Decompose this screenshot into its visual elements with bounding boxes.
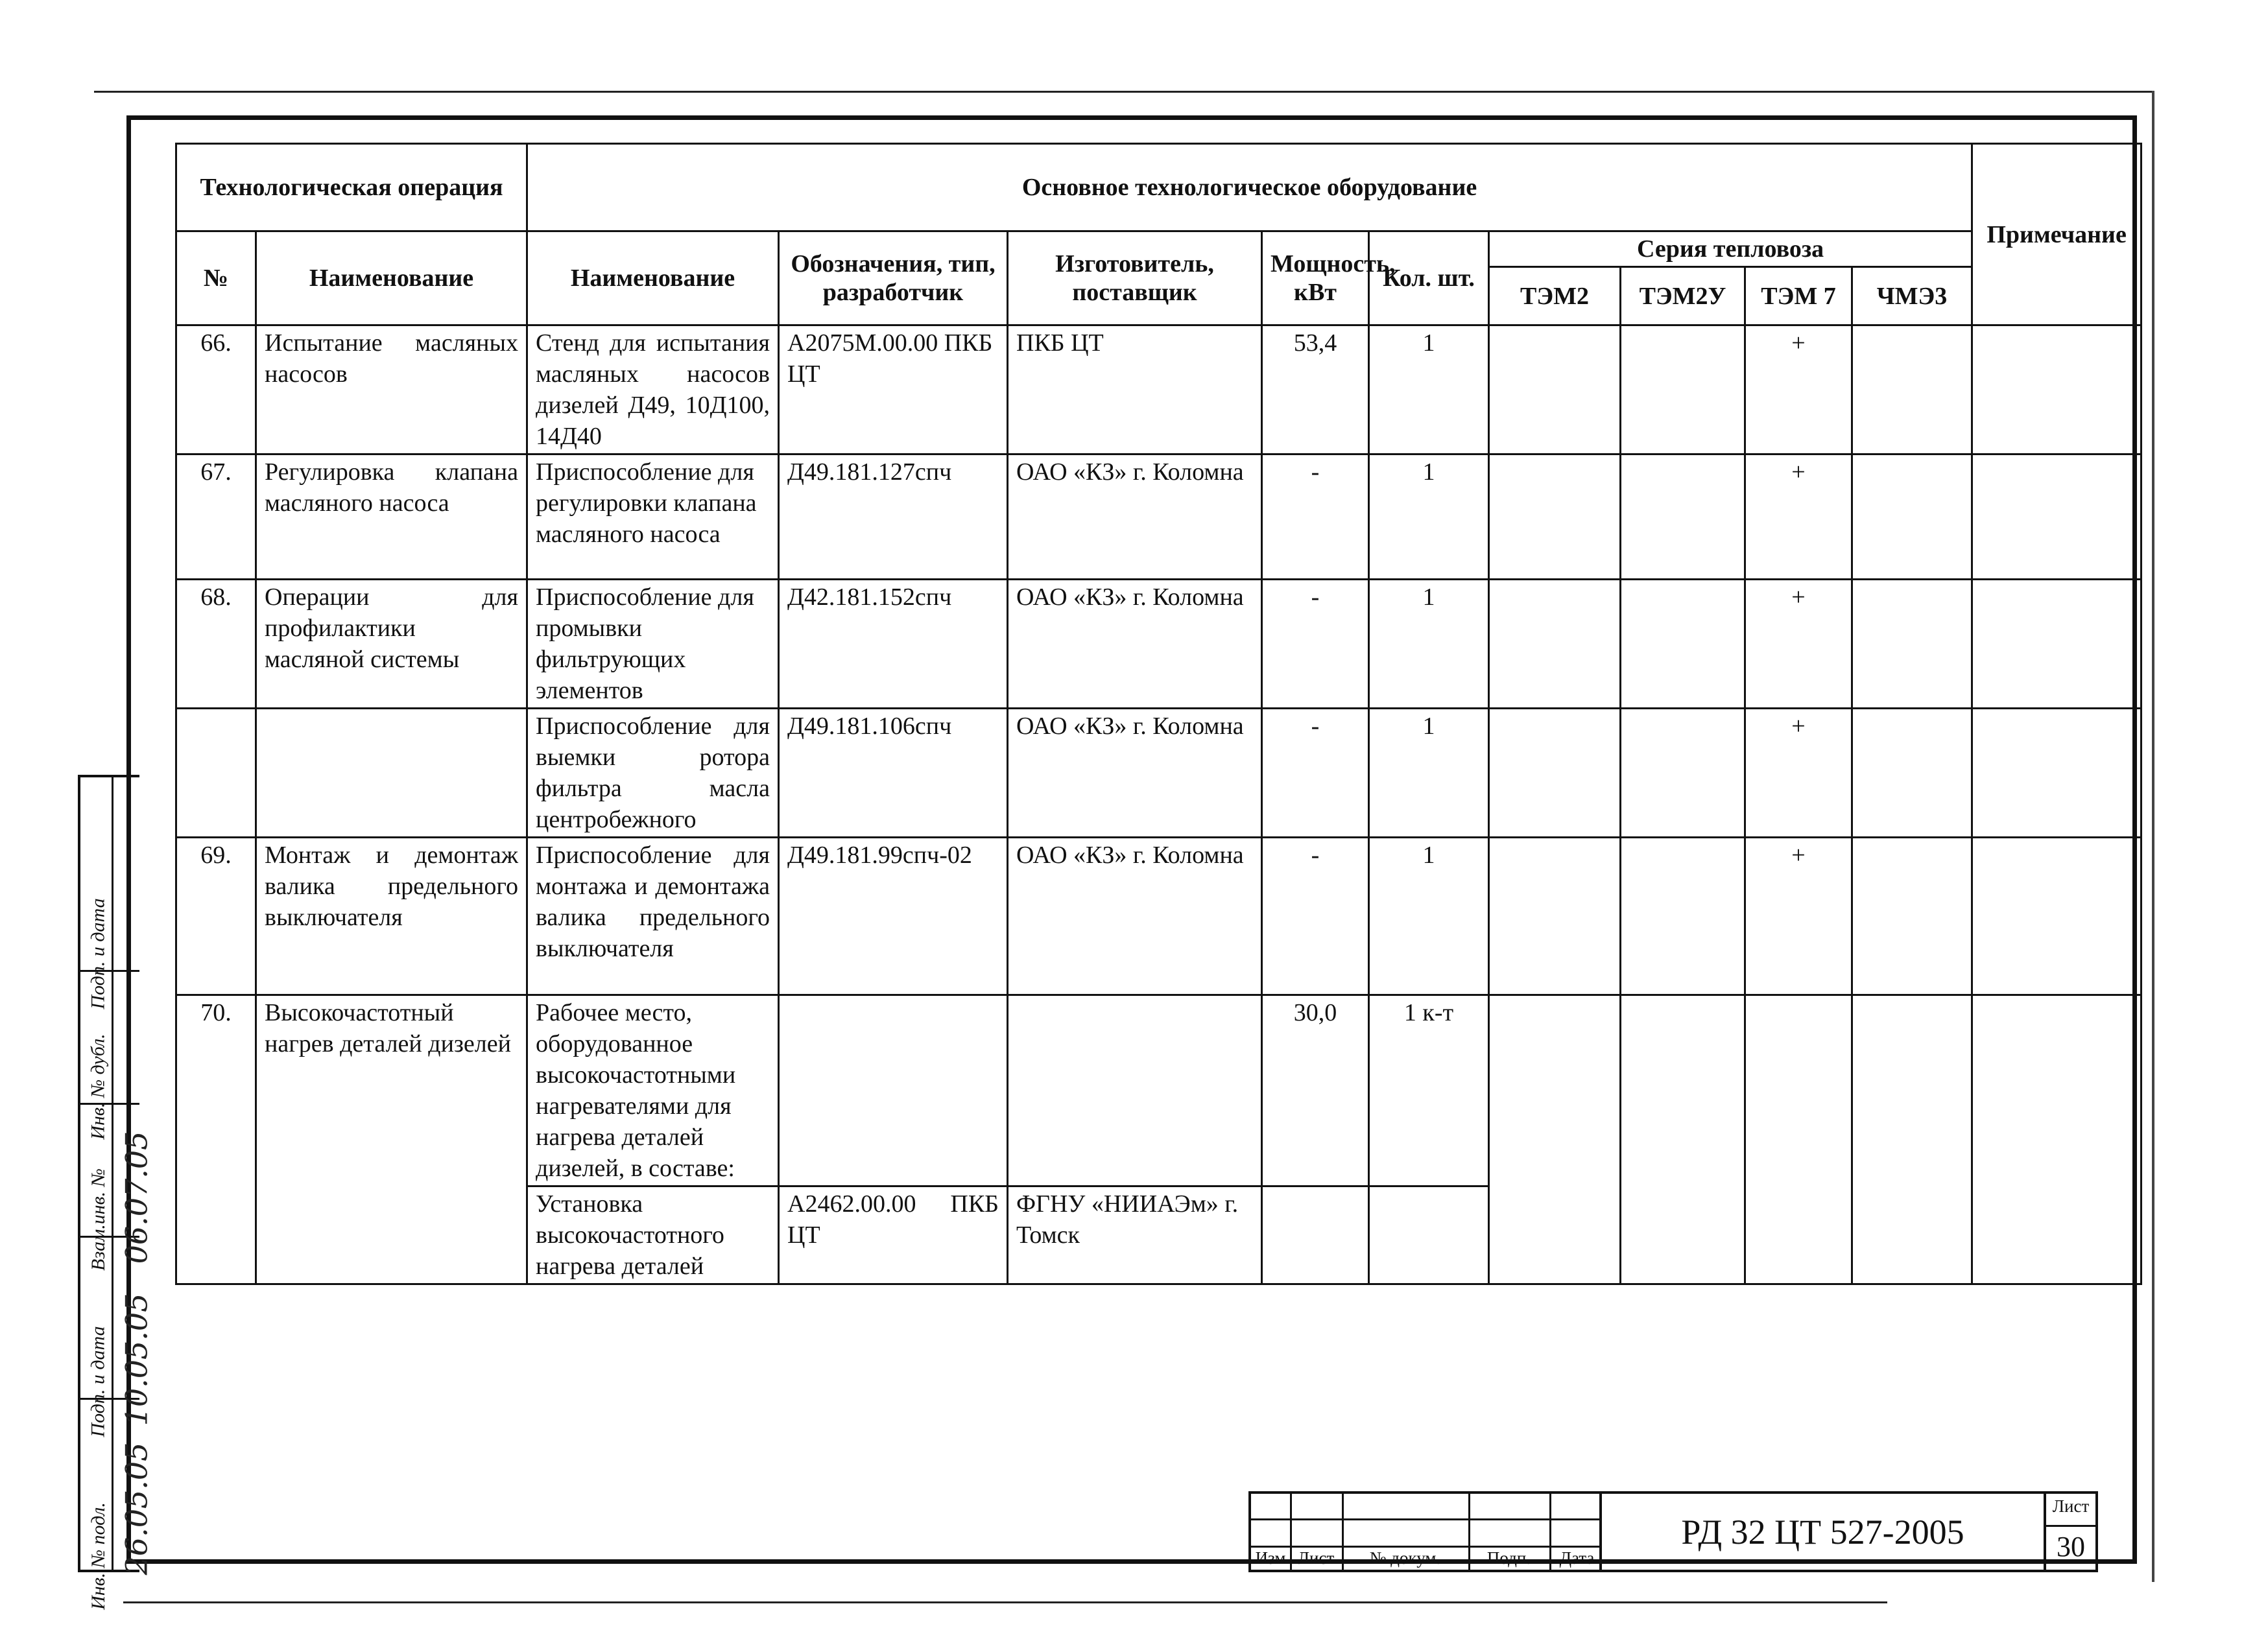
row-power: - <box>1262 838 1369 995</box>
frame-right-edge <box>2152 91 2154 1582</box>
row-chme3 <box>1852 454 1972 580</box>
series-tem7: ТЭМ 7 <box>1745 267 1852 325</box>
row-num: 68. <box>176 580 256 709</box>
side-label: Инв. № дубл. <box>88 1033 109 1140</box>
row-note <box>1972 454 2142 580</box>
note-header: Примечание <box>1972 144 2142 325</box>
row-tem2 <box>1489 454 1621 580</box>
revision-grid <box>1248 1491 1602 1572</box>
row-tem2u <box>1621 454 1745 580</box>
table-row <box>176 454 2142 580</box>
row-maker: ОАО «КЗ» г. Коломна <box>1008 709 1262 838</box>
row-tem7: + <box>1745 709 1852 838</box>
handwritten-date: 26.05.05 <box>119 1442 154 1575</box>
row-designation: Д42.181.152спч <box>779 580 1008 709</box>
table-row <box>176 709 2142 838</box>
title-block <box>1248 1491 2147 1572</box>
maker-header: Изготовитель, поставщик <box>1008 231 1262 325</box>
row-tem2u <box>1621 838 1745 995</box>
handwritten-date: 06.07.05 <box>119 1131 154 1264</box>
row-tem2u <box>1621 580 1745 709</box>
eq-name-header: Наименование <box>527 231 779 325</box>
table-row <box>176 995 2142 1186</box>
row-tem7 <box>1745 995 1852 1284</box>
side-label: Подп. и дата <box>88 1326 109 1437</box>
side-cell <box>80 972 139 1140</box>
row-qty: 1 <box>1369 580 1489 709</box>
row-designation: Д49.181.127спч <box>779 454 1008 580</box>
table-row <box>176 325 2142 454</box>
row-qty: 1 <box>1369 709 1489 838</box>
row-equipment: Стенд для испытания масляных насосов дизелей Д49, 10Д100, 14Д40 <box>527 325 779 454</box>
row-designation: А2075М.00.00 ПКБ ЦТ <box>779 325 1008 454</box>
power-header: Мощность, кВт <box>1262 231 1369 325</box>
sheet-number: 30 <box>2057 1531 2085 1563</box>
row-qty: 1 <box>1369 325 1489 454</box>
side-label: Взам.инв. № <box>88 1168 109 1271</box>
row-maker: ОАО «КЗ» г. Коломна <box>1008 580 1262 709</box>
rev-label-doc: № докум. <box>1369 1548 1441 1568</box>
row-equipment: Установка высокочастотного нагрева деталей <box>527 1186 779 1284</box>
row-equipment: Приспособление для выемки ротора фильтра масла центробежного <box>527 709 779 838</box>
row-maker: ПКБ ЦТ <box>1008 325 1262 454</box>
row-tem2 <box>1489 995 1621 1284</box>
row-chme3 <box>1852 995 1972 1284</box>
row-tem2 <box>1489 580 1621 709</box>
table-row <box>176 580 2142 709</box>
row-tem2u <box>1621 995 1745 1284</box>
series-tem2: ТЭМ2 <box>1489 267 1621 325</box>
row-operation <box>256 709 527 838</box>
table-row <box>176 838 2142 995</box>
row-maker: ОАО «КЗ» г. Коломна <box>1008 838 1262 995</box>
row-maker: ОАО «КЗ» г. Коломна <box>1008 454 1262 580</box>
top-rule <box>94 91 2153 93</box>
rev-label-list: Лист <box>1297 1548 1335 1568</box>
row-maker: ФГНУ «НИИАЭм» г. Томск <box>1008 1186 1262 1284</box>
row-num: 70. <box>176 995 256 1284</box>
series-tem2u: ТЭМ2У <box>1621 267 1745 325</box>
rev-label-izm: Изм <box>1255 1548 1286 1568</box>
row-operation: Высокочастотный нагрев деталей дизелей <box>256 995 527 1284</box>
row-equipment: Приспособление для регулировки клапана масляного насоса <box>527 454 779 580</box>
row-tem7: + <box>1745 325 1852 454</box>
sheet-box <box>2046 1491 2098 1572</box>
series-chme3: ЧМЭ3 <box>1852 267 1972 325</box>
row-power: - <box>1262 454 1369 580</box>
row-tem2 <box>1489 838 1621 995</box>
row-tem7: + <box>1745 838 1852 995</box>
row-equipment: Приспособление для монтажа и демонтажа валика предельного выключателя <box>527 838 779 995</box>
row-qty: 1 <box>1369 454 1489 580</box>
row-note <box>1972 325 2142 454</box>
row-equipment: Рабочее место, оборудованное высокочастотными нагревателями для нагрева деталей дизелей, в составе: <box>527 995 779 1186</box>
row-tem2u <box>1621 325 1745 454</box>
row-operation: Испытание масляных насосов <box>256 325 527 454</box>
qty-header: Кол. шт. <box>1369 231 1489 325</box>
rev-label-sign: Подп. <box>1486 1548 1531 1568</box>
row-chme3 <box>1852 709 1972 838</box>
main-equipment-header: Основное технологическое оборудование <box>527 144 1972 231</box>
row-power: 53,4 <box>1262 325 1369 454</box>
row-designation: А2462.00.00 ПКБ ЦТ <box>779 1186 1008 1284</box>
row-qty <box>1369 1186 1489 1284</box>
row-power: - <box>1262 709 1369 838</box>
row-num: 66. <box>176 325 256 454</box>
designation-header: Обозначения, тип, разработчик <box>779 231 1008 325</box>
row-tem7: + <box>1745 454 1852 580</box>
row-power: - <box>1262 580 1369 709</box>
row-chme3 <box>1852 580 1972 709</box>
row-equipment: Приспособление для промывки фильтрующих элементов <box>527 580 779 709</box>
row-operation: Операции для профилактики масляной системы <box>256 580 527 709</box>
series-header: Серия тепловоза <box>1489 231 1972 267</box>
row-power <box>1262 1186 1369 1284</box>
row-power: 30,0 <box>1262 995 1369 1186</box>
row-note <box>1972 580 2142 709</box>
row-tem7: + <box>1745 580 1852 709</box>
row-note <box>1972 709 2142 838</box>
row-tem2 <box>1489 709 1621 838</box>
row-note <box>1972 838 2142 995</box>
op-name-header: Наименование <box>256 231 527 325</box>
row-operation: Монтаж и демонтаж валика предельного выключателя <box>256 838 527 995</box>
row-designation: Д49.181.99спч-02 <box>779 838 1008 995</box>
row-note <box>1972 995 2142 1284</box>
row-num <box>176 709 256 838</box>
document-code: РД 32 ЦТ 527-2005 <box>1602 1491 2046 1572</box>
side-cell <box>80 777 139 1009</box>
row-chme3 <box>1852 325 1972 454</box>
side-label: Инв. № подл. <box>88 1502 109 1610</box>
num-header: № <box>176 231 256 325</box>
row-operation: Регулировка клапана масляного насоса <box>256 454 527 580</box>
row-designation <box>779 995 1008 1186</box>
tech-op-header: Технологическая операция <box>176 144 527 231</box>
row-qty: 1 <box>1369 838 1489 995</box>
rev-label-date: Дата <box>1559 1548 1595 1568</box>
row-tem2u <box>1621 709 1745 838</box>
row-chme3 <box>1852 838 1972 995</box>
bottom-rule <box>123 1601 1887 1603</box>
row-qty: 1 к-т <box>1369 995 1489 1186</box>
row-num: 67. <box>176 454 256 580</box>
row-tem2 <box>1489 325 1621 454</box>
side-label: Подп. и дата <box>88 898 109 1009</box>
row-num: 69. <box>176 838 256 995</box>
handwritten-date: 10.05.05 <box>119 1293 154 1426</box>
row-designation: Д49.181.106спч <box>779 709 1008 838</box>
equipment-table <box>175 143 2142 1285</box>
sheet-label: Лист <box>2052 1496 2090 1516</box>
row-maker <box>1008 995 1262 1186</box>
